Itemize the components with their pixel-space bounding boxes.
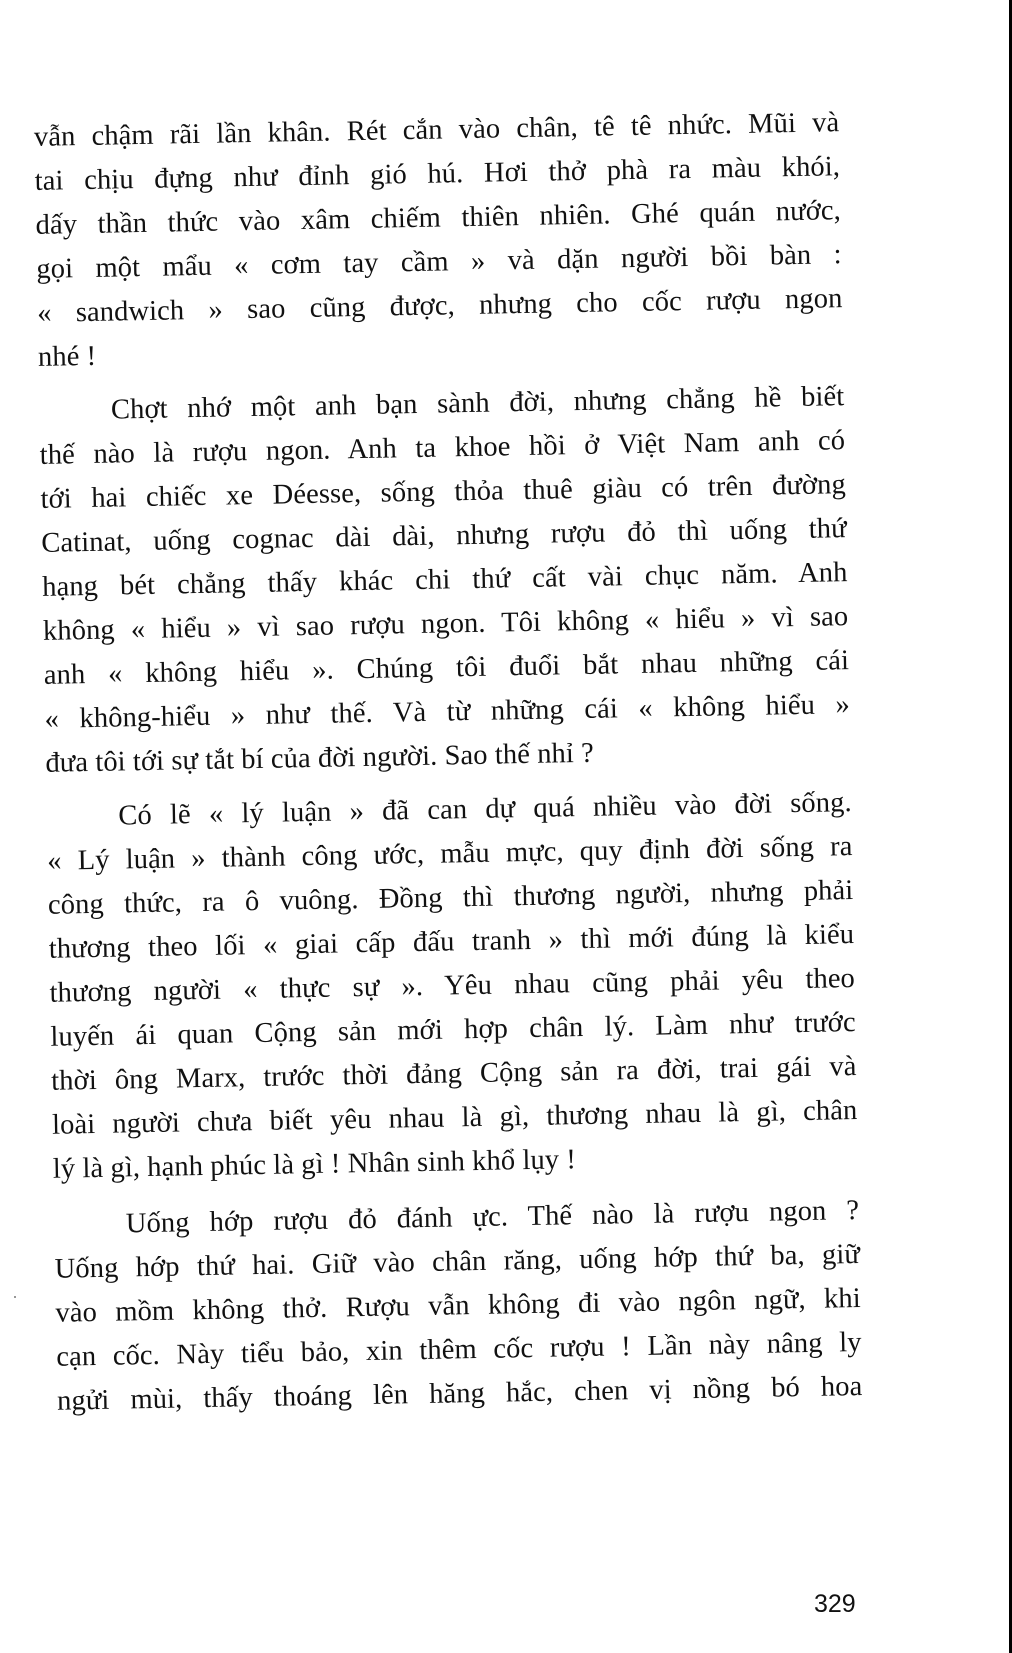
text-line: « sandwich » sao cũng được, nhưng cho cốc rượu ngon: [36, 283, 843, 329]
text-line: Uống hớp rượu đỏ đánh ực. Thế nào là rượu ngon ?: [125, 1194, 860, 1240]
text-line: « không-hiểu » như thế. Và từ những cái « không hiểu »: [44, 689, 851, 735]
text-line: thời ông Marx, trước thời đảng Cộng sản ra đời, trai gái và: [50, 1051, 857, 1097]
text-line: thế nào là rượu ngon. Anh ta khoe hồi ở Việt Nam anh có: [39, 425, 846, 471]
text-line: « Lý luận » thành công ước, mẫu mực, quy định đời sống ra: [46, 831, 853, 877]
scan-speck: [14, 1296, 16, 1298]
text-line: cạn cốc. Này tiểu bảo, xin thêm cốc rượu ! Lần này nâng ly: [56, 1326, 862, 1373]
text-line: tới hai chiếc xe Déesse, sống thỏa thuê giàu có trên đường: [40, 469, 847, 515]
paragraph-1: [0, 0, 1009, 373]
text-line: thương người « thực sự ». Yêu nhau cũng phải yêu theo: [49, 963, 856, 1009]
text-line: hạng bét chẳng thấy khác chi thứ cất vài chục năm. Anh: [41, 557, 848, 603]
text-line: lý là gì, hạnh phúc là gì ! Nhân sinh khổ lụy !: [52, 1144, 577, 1185]
text-line: ngửi mùi, thấy thoáng lên hăng hắc, chen vị nồng bó hoa: [56, 1370, 863, 1417]
text-line: tai chịu đựng như đỉnh gió hú. Hơi thở phà ra màu khói,: [34, 151, 841, 197]
text-line: nhé !: [37, 340, 97, 373]
text-line: vào mồm không thở. Rượu vẫn không đi vào ngôn ngữ, khi: [55, 1282, 862, 1329]
text-line: luyến ái quan Cộng sản mới hợp chân lý. Làm như trước: [50, 1007, 856, 1053]
text-line: Catinat, uống cognac dài dài, nhưng rượu đỏ thì uống thứ: [41, 513, 847, 559]
text-line: không « hiểu » vì sao rượu ngon. Tôi không « hiểu » vì sao: [42, 601, 849, 647]
text-line: anh « không hiểu ». Chúng tôi đuổi bắt nhau những cái: [43, 645, 850, 691]
text-line: thương theo lối « giai cấp đấu tranh » thì mới đúng là kiểu: [48, 919, 855, 965]
text-line: loài người chưa biết yêu nhau là gì, thương nhau là gì, chân: [51, 1095, 858, 1141]
text-line: dấy thần thức vào xâm chiếm thiên nhiên. Ghé quán nước,: [35, 195, 842, 241]
text-line: đưa tôi tới sự tắt bí của đời người. Sao thế nhỉ ?: [45, 737, 595, 779]
page-number: 329: [814, 1590, 856, 1618]
text-line: gọi một mẩu « cơm tay cầm » và dặn người bồi bàn :: [36, 239, 842, 285]
text-line: vẫn chậm rãi lần khân. Rét cắn vào chân, tê tê nhức. Mũi và: [33, 107, 840, 153]
text-line: Uống hớp thứ hai. Giữ vào chân răng, uống hớp thứ ba, giữ: [54, 1238, 861, 1285]
text-line: Có lẽ « lý luận » đã can dự quá nhiều vào đời sống.: [118, 787, 852, 832]
text-line: công thức, ra ô vuông. Đồng thì thương người, nhưng phải: [47, 875, 854, 921]
text-line: Chợt nhớ một anh bạn sành đời, nhưng chẳng hề biết: [110, 381, 845, 426]
